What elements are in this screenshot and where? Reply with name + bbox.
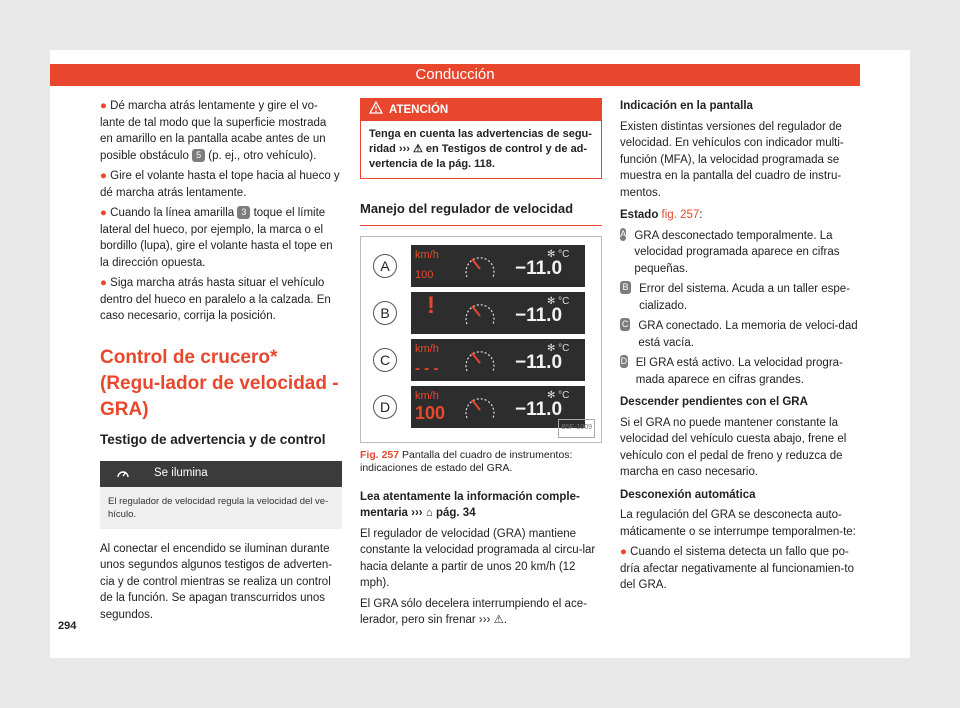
column-3 [620, 98, 860, 598]
state-badge: D [620, 356, 628, 366]
display-row-a [367, 243, 595, 290]
row-label: D [373, 395, 397, 419]
lcd-display: km/h 100 ✻ °C −11.0 [411, 245, 585, 287]
lcd-display: km/h - - - ✻ °C −11.0 [411, 339, 585, 381]
speedometer-icon [461, 296, 499, 336]
speedometer-icon [461, 390, 499, 430]
callout-badge: 5 [192, 149, 205, 162]
section-heading: Manejo del regulador de velocidad [360, 201, 602, 226]
bullet-item: ● Cuando la línea amarilla 3 toque el límite lateral del hueco, por ejemplo, la marca o el bordillo (lupa), gire el volante hasta el tope en la dirección opuesta. [100, 207, 333, 269]
lcd-display: km/h 100 ✻ °C −11.0 [411, 386, 585, 428]
row-label: A [373, 254, 397, 278]
row-label: C [373, 348, 397, 372]
body-paragraph: Existen distintas versiones del regulador de velocidad. En vehículos con indicador multi-función (MFA), la velocidad programada se muestra en la pantalla del cuadro de instru-mentos. [620, 120, 844, 199]
warning-lamp-label: Se ilumina [154, 467, 208, 480]
bullet-icon: ● [100, 170, 107, 182]
bullet-icon: ● [100, 277, 107, 289]
figure-257 [360, 236, 602, 443]
subheading: Indicación en la pantalla [620, 100, 753, 112]
bullet-icon: ● [100, 207, 107, 219]
body-paragraph: El GRA sólo decelera interrumpiendo el ace-lerador, pero sin frenar ››› ⚠. [360, 597, 587, 626]
bullet-icon: ● [100, 100, 107, 112]
display-row-b [367, 290, 595, 337]
subheading: Descender pendientes con el GRA [620, 396, 808, 408]
figure-caption: Fig. 257 Pantalla del cuadro de instrumentos: indicaciones de estado del GRA. [360, 448, 573, 474]
state-badge: A [620, 228, 627, 239]
column-1 [100, 98, 342, 627]
callout-badge: 3 [237, 206, 250, 219]
bullet-item: ● Cuando el sistema detecta un fallo que po-dría afectar negativamente al funcionamien-to del GRA. [620, 546, 854, 591]
speedometer-icon [461, 343, 499, 383]
state-item: C GRA conectado. La memoria de veloci-dad está vacía. [621, 319, 858, 349]
body-paragraph: El regulador de velocidad (GRA) mantiene constante la velocidad programada al circu-lar hacia delante a partir de unos 20 km/h (12 mph). [360, 527, 596, 589]
bullet-icon: ● [620, 546, 627, 558]
lcd-display: ! ✻ °C −11.0 [411, 292, 585, 334]
page-header: Conducción [50, 64, 860, 86]
body-paragraph: Si el GRA no puede mantener constante la velocidad del vehículo cuesta abajo, frene el vehículo con el pedal de freno y reduzca de marcha en caso necesario. [620, 416, 847, 478]
attention-box [360, 98, 602, 179]
subsection-title: Testigo de advertencia y de control [100, 431, 326, 447]
state-item: A GRA desconectado temporalmente. La velocidad programada aparece en cifras pequeñas. [620, 228, 840, 275]
section-title: Control de crucero* (Regu-lador de velocidad - GRA) [100, 346, 339, 420]
body-paragraph: Al conectar el encendido se iluminan durante unos segundos algunos testigos de adverten-cia y de control mientras se realiza un control de la función. Se apagan transcurridos unos segundos. [100, 542, 333, 621]
subheading: Desconexión automática [620, 488, 756, 501]
warning-lamp-description: El regulador de velocidad regula la velocidad del ve-hículo. [100, 487, 342, 529]
speedometer-icon [116, 467, 130, 487]
read-more-title: Lea atentamente la información comple-mentaria ››› ⌂ pág. 34 [360, 490, 580, 519]
page-number: 294 [58, 620, 77, 632]
state-badge: B [620, 281, 631, 294]
column-2 [360, 98, 602, 633]
bullet-item: ● Siga marcha atrás hasta situar el vehículo dentro del hueco en paralelo a la calzada. En caso necesario, corrija la posición. [100, 277, 331, 322]
warning-lamp-box [100, 461, 342, 487]
warning-triangle-icon [369, 101, 383, 120]
display-row-c [367, 337, 595, 384]
state-item: D El GRA está activo. La velocidad progra-mada aparece en cifras grandes. [620, 356, 843, 386]
row-label: B [373, 301, 397, 325]
subheading: Estado fig. 257: [620, 209, 703, 221]
bullet-item: ● Gire el volante hasta el tope hacia al hueco y dé marcha atrás lentamente. [100, 170, 340, 199]
figure-reference-link[interactable]: fig. 257 [661, 209, 700, 221]
state-item: B Error del sistema. Acuda a un taller espe-cializado. [620, 281, 860, 314]
speedometer-icon [461, 249, 499, 289]
bullet-item: ● Dé marcha atrás lentamente y gire el vo-lante de tal modo que la superficie mostrada en amarillo en la pantalla acabe antes de un posible obstáculo 5 (p. ej., otro vehículo). [100, 100, 327, 162]
body-paragraph: La regulación del GRA se desconecta auto-máticamente o se interrumpe temporalmen-te: [620, 509, 856, 538]
attention-header [361, 99, 601, 121]
figure-code: B5F-1009 [558, 419, 595, 438]
attention-title: ATENCIÓN [389, 103, 449, 116]
state-badge: C [621, 319, 629, 329]
attention-text: Tenga en cuenta las advertencias de segu-ridad ››› ⚠ en Testigos de control y de ad-vertencia de la pág. 118. [369, 128, 592, 170]
